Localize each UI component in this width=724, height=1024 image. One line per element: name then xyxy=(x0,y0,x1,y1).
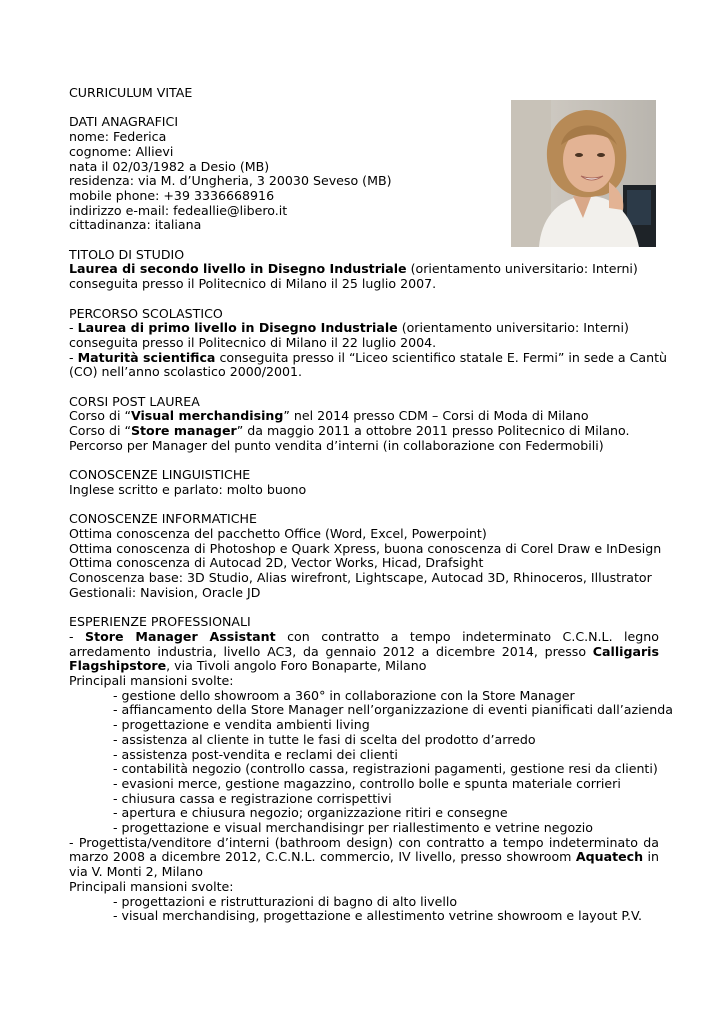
personal-citizenship: cittadinanza: italiana xyxy=(69,217,202,233)
section-heading-languages: CONOSCENZE LINGUISTICHE xyxy=(69,467,251,483)
job-1-duty: - apertura e chiusura negozio; organizzazione ritiri e consegne xyxy=(113,805,508,821)
section-heading-personal: DATI ANAGRAFICI xyxy=(69,114,179,130)
school-item-1-note: (orientamento universitario: Interni) xyxy=(397,320,629,336)
item-dash: - xyxy=(69,628,86,644)
cv-document xyxy=(69,85,674,924)
job-1-text: con contratto a tempo indeterminato C.C.N.L. legno arredamento industria, livello AC3, da gennaio 2012 a dicembre 2014, presso xyxy=(69,628,659,659)
computer-skill: Gestionali: Navision, Oracle JD xyxy=(69,584,261,600)
job-1-duty: - evasioni merce, gestione magazzino, controllo bolle e spunta materiale corrieri xyxy=(113,775,621,791)
job-1-duty: - contabilità negozio (controllo cassa, registrazioni pagamenti, gestione resi da clienti) xyxy=(113,761,658,777)
school-item-2-detail: (CO) nell’anno scolastico 2000/2001. xyxy=(69,364,303,380)
document-title: CURRICULUM VITAE xyxy=(69,85,193,100)
personal-email: indirizzo e-mail: fedeallie@libero.it xyxy=(69,202,288,218)
post-course-3: Percorso per Manager del punto vendita d’interni (in collaborazione con Federmobili) xyxy=(69,437,604,453)
course-detail: ” da maggio 2011 a ottobre 2011 presso Politecnico di Milano. xyxy=(236,423,630,439)
post-course-2 xyxy=(69,424,659,439)
job-2-location: in via V. Monti 2, Milano xyxy=(69,849,659,880)
section-heading-school: PERCORSO SCOLASTICO xyxy=(69,305,223,321)
personal-birth: nata il 02/03/1982 a Desio (MB) xyxy=(69,158,270,174)
job-1-duty: - gestione dello showroom a 360° in collaborazione con la Store Manager xyxy=(113,687,575,703)
course-detail: ” nel 2014 presso CDM – Corsi di Moda di Milano xyxy=(283,408,589,424)
course-prefix: Corso di “ xyxy=(69,408,131,424)
personal-residence: residenza: via M. d’Ungheria, 3 20030 Seveso (MB) xyxy=(69,173,392,189)
personal-surname: cognome: Allievi xyxy=(69,143,174,159)
job-1-duty: - chiusura cassa e registrazione corrispettivi xyxy=(113,790,392,806)
job-1-duty: - assistenza al cliente in tutte le fasi di scelta del prodotto d’arredo xyxy=(113,731,536,747)
education-degree xyxy=(69,262,659,277)
item-dash: - xyxy=(69,320,78,336)
job-1-duty: - progettazione e visual merchandisingr per riallestimento e vetrine negozio xyxy=(113,820,593,836)
degree-title: Laurea di secondo livello in Disegno Industriale xyxy=(69,261,407,277)
section-heading-experience: ESPERIENZE PROFESSIONALI xyxy=(69,614,251,630)
job-2-description xyxy=(69,836,659,880)
education-detail: conseguita presso il Politecnico di Milano il 25 luglio 2007. xyxy=(69,276,437,292)
post-course-1 xyxy=(69,409,659,424)
section-heading-education: TITOLO DI STUDIO xyxy=(69,246,185,262)
school-item-2 xyxy=(69,349,668,366)
job-1-location: , via Tivoli angolo Foro Bonaparte, Milano xyxy=(166,658,427,674)
post-course-1-title: Visual merchandising xyxy=(130,408,284,424)
job-2-text: - Progettista/venditore d’interni (bathroom design) con contratto a tempo indeterminato da marzo 2008 a dicembre 2012, C.C.N.L. commercio, IV livello, presso showroom xyxy=(69,834,659,865)
job-1-duty: - affiancamento della Store Manager nell’organizzazione di eventi pianificati dall’azienda xyxy=(113,702,674,718)
computer-skill: Ottima conoscenza di Photoshop e Quark Xpress, buona conoscenza di Corel Draw e InDesign xyxy=(69,540,662,556)
course-prefix: Corso di “ xyxy=(69,423,131,439)
item-dash: - xyxy=(69,349,78,365)
job-2-duty: - visual merchandising, progettazione e allestimento vetrine showroom e layout P.V. xyxy=(113,908,643,924)
job-1-role: Store Manager Assistant xyxy=(85,628,276,644)
job-1-duties-label: Principali mansioni svolte: xyxy=(69,673,234,689)
section-heading-post: CORSI POST LAUREA xyxy=(69,393,200,409)
languages-english: Inglese scritto e parlato: molto buono xyxy=(69,481,307,497)
personal-phone: mobile phone: +39 3336668916 xyxy=(69,187,275,203)
job-1-description xyxy=(69,630,659,674)
computer-skill: Ottima conoscenza di Autocad 2D, Vector Works, Hicad, Drafsight xyxy=(69,555,484,571)
job-1-duty: - assistenza post-vendita e reclami dei clienti xyxy=(113,746,398,762)
job-2-duty: - progettazioni e ristrutturazioni di bagno di alto livello xyxy=(113,893,458,909)
job-1-duty: - progettazione e vendita ambienti living xyxy=(113,717,370,733)
section-heading-computer: CONOSCENZE INFORMATICHE xyxy=(69,511,257,527)
school-item-1-detail: conseguita presso il Politecnico di Milano il 22 luglio 2004. xyxy=(69,334,437,350)
computer-skill: Conoscenza base: 3D Studio, Alias wirefront, Lightscape, Autocad 3D, Rhinoceros, Illustrator xyxy=(69,570,652,586)
post-course-2-title: Store manager xyxy=(130,423,237,439)
school-item-2-note: conseguita presso il “Liceo scientifico statale E. Fermi” in sede a Cantù xyxy=(215,349,668,365)
school-item-2-title: Maturità scientifica xyxy=(77,349,216,365)
job-1-employer: Calligaris Flagshipstore xyxy=(69,643,659,674)
school-item-1 xyxy=(69,321,659,336)
job-2-employer: Aquatech xyxy=(575,849,644,865)
job-2-duties-label: Principali mansioni svolte: xyxy=(69,878,234,894)
school-item-1-title: Laurea di primo livello in Disegno Industriale xyxy=(77,320,398,336)
degree-note: (orientamento universitario: Interni) xyxy=(406,261,638,277)
personal-name: nome: Federica xyxy=(69,129,167,145)
computer-skill: Ottima conoscenza del pacchetto Office (Word, Excel, Powerpoint) xyxy=(69,526,487,541)
